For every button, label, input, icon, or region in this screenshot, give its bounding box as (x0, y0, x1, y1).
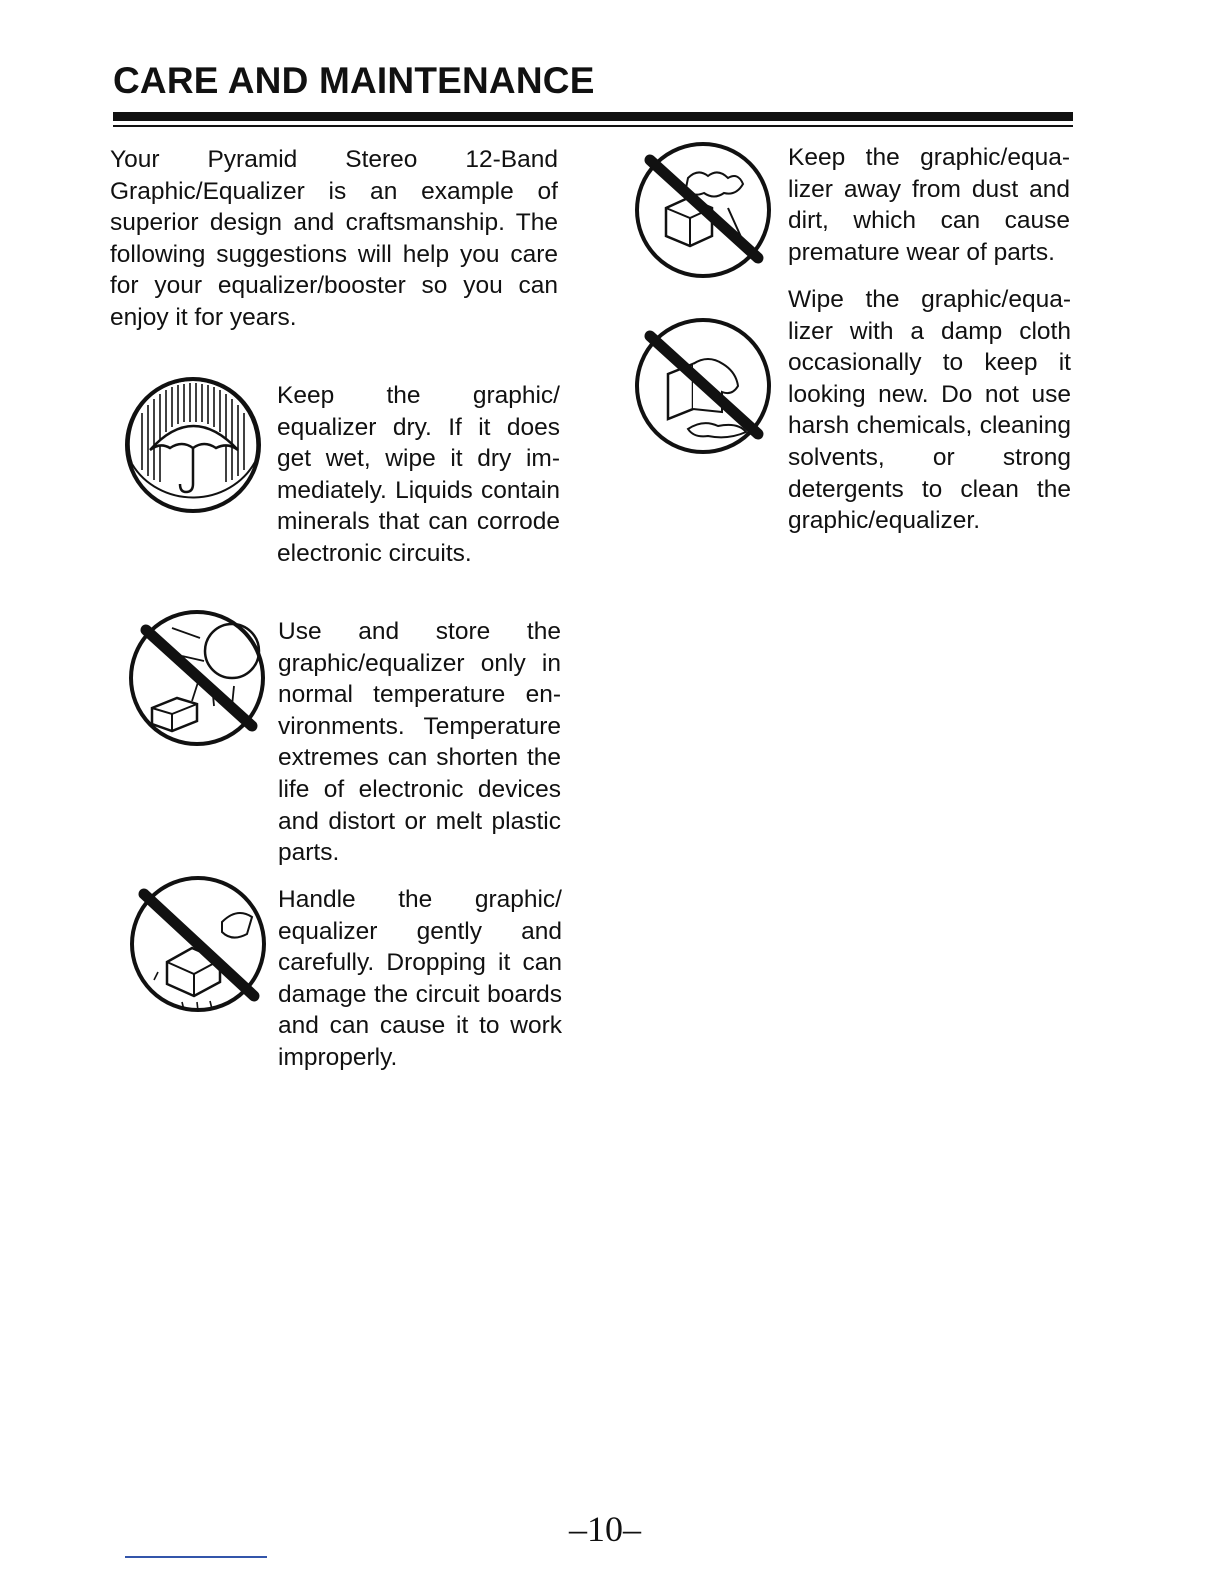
tip-wipe-damp-cloth: Wipe the graphic/equalizer with a damp cloth occasionally to keep it looking new. Do not use harsh chemicals, cleaning solvents, or strong detergents to clean the graphic/equalizer. (788, 286, 1071, 535)
bottom-line (125, 1556, 267, 1558)
tip-dust-dirt: Keep the graphic/equalizer away from dust and dirt, which can cause premature wear of parts. (788, 144, 1070, 266)
title-rule-thin (113, 125, 1073, 127)
title-rule-thick (113, 112, 1073, 121)
tip-keep-dry: Keep the graphic/ equalizer dry. If it does get wet, wipe it dry immediately. Liquids contain minerals that can corrode electronic circuits. (277, 382, 560, 567)
tip-temperature: Use and store the graphic/equalizer only in normal temperature environments. Temperature extremes can shorten the life of electronic devices and distort or melt plastic parts. (278, 618, 561, 867)
tip-handle-gently: Handle the graphic/ equalizer gently and carefully. Dropping it can damage the circuit boards and can cause it to work improperly. (278, 886, 562, 1071)
no-drop-icon (122, 872, 274, 1016)
intro-paragraph: Your Pyramid Stereo 12-Band Graphic/Equalizer is an example of superior design and craftsmanship. The following suggestions will help you care for your equalizer/booster so you can enjoy it for years. (110, 146, 558, 331)
no-heat-icon (122, 606, 272, 750)
umbrella-icon (120, 372, 266, 518)
no-dust-icon (628, 138, 778, 282)
page-number: –10– (569, 1509, 641, 1549)
no-chemicals-icon (628, 314, 778, 458)
page-title: CARE AND MAINTENANCE (113, 60, 595, 101)
